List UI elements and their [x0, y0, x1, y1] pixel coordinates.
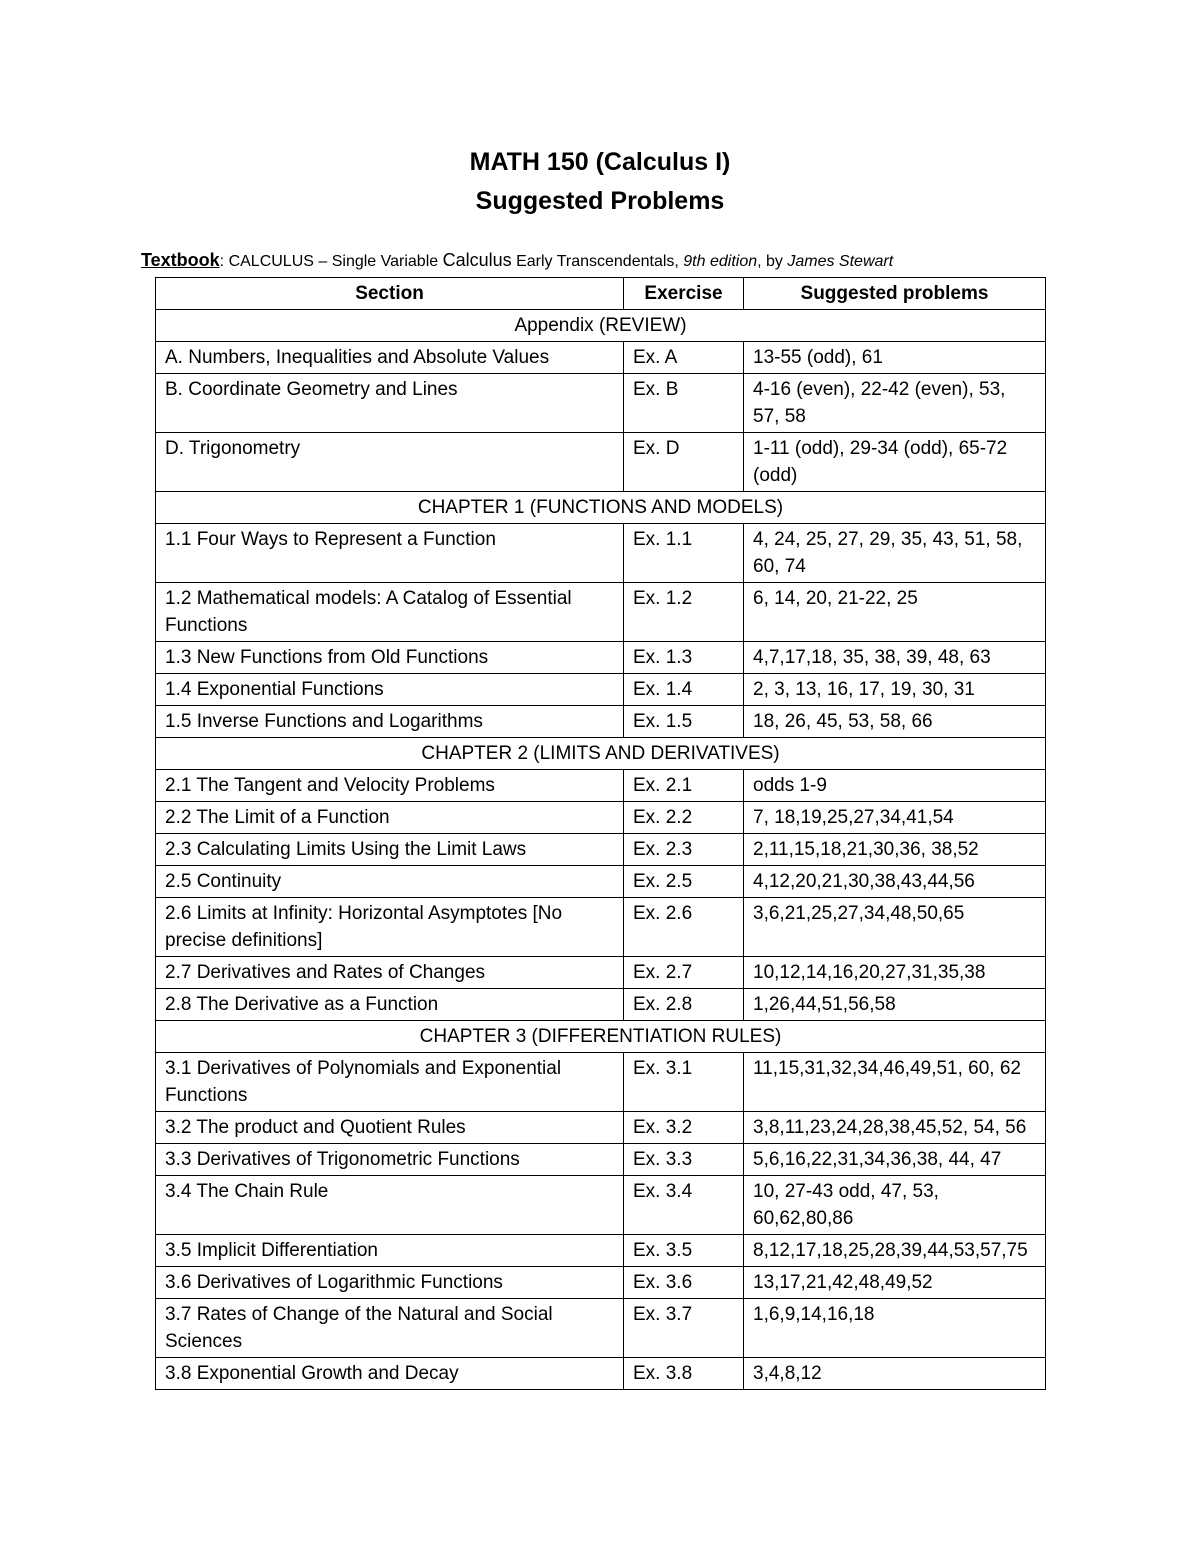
cell-exercise: Ex. 3.8 [624, 1358, 744, 1390]
cell-exercise: Ex. A [624, 342, 744, 374]
cell-suggested-problems: 11,15,31,32,34,46,49,51, 60, 62 [744, 1053, 1046, 1112]
table-row [156, 770, 1046, 802]
textbook-reference [141, 250, 1061, 271]
cell-section: 3.3 Derivatives of Trigonometric Functions [156, 1144, 624, 1176]
table-row [156, 1176, 1046, 1235]
table-row [156, 802, 1046, 834]
table-row [156, 1299, 1046, 1358]
table-row [156, 706, 1046, 738]
table-row [156, 642, 1046, 674]
group-title: Appendix (REVIEW) [156, 310, 1046, 342]
table-row [156, 1358, 1046, 1390]
table-row [156, 989, 1046, 1021]
cell-suggested-problems: odds 1-9 [744, 770, 1046, 802]
textbook-colon: : [219, 253, 225, 270]
cell-suggested-problems: 3,8,11,23,24,28,38,45,52, 54, 56 [744, 1112, 1046, 1144]
table-row [156, 342, 1046, 374]
cell-section: 3.2 The product and Quotient Rules [156, 1112, 624, 1144]
cell-suggested-problems: 4,12,20,21,30,38,43,44,56 [744, 866, 1046, 898]
cell-suggested-problems: 2, 3, 13, 16, 17, 19, 30, 31 [744, 674, 1046, 706]
cell-suggested-problems: 4-16 (even), 22-42 (even), 53, 57, 58 [744, 374, 1046, 433]
textbook-author: James Stewart [787, 253, 894, 270]
table-row [156, 1267, 1046, 1299]
cell-exercise: Ex. 3.6 [624, 1267, 744, 1299]
cell-exercise: Ex. 2.5 [624, 866, 744, 898]
cell-suggested-problems: 4, 24, 25, 27, 29, 35, 43, 51, 58, 60, 74 [744, 524, 1046, 583]
table-row [156, 957, 1046, 989]
header-section: Section [156, 278, 624, 310]
table-header-row [156, 278, 1046, 310]
cell-exercise: Ex. 3.7 [624, 1299, 744, 1358]
cell-exercise: Ex. 1.2 [624, 583, 744, 642]
table-row [156, 1235, 1046, 1267]
cell-exercise: Ex. 1.1 [624, 524, 744, 583]
cell-section: 1.4 Exponential Functions [156, 674, 624, 706]
suggested-problems-table [155, 277, 1046, 1390]
cell-section: 2.7 Derivatives and Rates of Changes [156, 957, 624, 989]
textbook-title-calculus: Calculus [442, 250, 512, 270]
cell-section: 3.1 Derivatives of Polynomials and Exponential Functions [156, 1053, 624, 1112]
cell-exercise: Ex. 3.4 [624, 1176, 744, 1235]
cell-section: D. Trigonometry [156, 433, 624, 492]
header-suggested-problems: Suggested problems [744, 278, 1046, 310]
group-title: CHAPTER 1 (FUNCTIONS AND MODELS) [156, 492, 1046, 524]
cell-suggested-problems: 10,12,14,16,20,27,31,35,38 [744, 957, 1046, 989]
cell-section: B. Coordinate Geometry and Lines [156, 374, 624, 433]
cell-section: 3.8 Exponential Growth and Decay [156, 1358, 624, 1390]
cell-section: 2.1 The Tangent and Velocity Problems [156, 770, 624, 802]
cell-section: 3.7 Rates of Change of the Natural and Social Sciences [156, 1299, 624, 1358]
cell-exercise: Ex. 1.4 [624, 674, 744, 706]
cell-suggested-problems: 4,7,17,18, 35, 38, 39, 48, 63 [744, 642, 1046, 674]
cell-suggested-problems: 7, 18,19,25,27,34,41,54 [744, 802, 1046, 834]
cell-exercise: Ex. 2.7 [624, 957, 744, 989]
textbook-title-part: CALCULUS – Single Variable [224, 253, 443, 270]
cell-section: 2.8 The Derivative as a Function [156, 989, 624, 1021]
cell-section: A. Numbers, Inequalities and Absolute Values [156, 342, 624, 374]
table-row [156, 433, 1046, 492]
cell-exercise: Ex. 2.8 [624, 989, 744, 1021]
table-group-row [156, 492, 1046, 524]
table-row [156, 1053, 1046, 1112]
cell-section: 1.5 Inverse Functions and Logarithms [156, 706, 624, 738]
cell-suggested-problems: 13-55 (odd), 61 [744, 342, 1046, 374]
cell-exercise: Ex. 2.3 [624, 834, 744, 866]
cell-suggested-problems: 1,6,9,14,16,18 [744, 1299, 1046, 1358]
group-title: CHAPTER 2 (LIMITS AND DERIVATIVES) [156, 738, 1046, 770]
table-row [156, 866, 1046, 898]
cell-section: 1.3 New Functions from Old Functions [156, 642, 624, 674]
group-title: CHAPTER 3 (DIFFERENTIATION RULES) [156, 1021, 1046, 1053]
cell-section: 3.5 Implicit Differentiation [156, 1235, 624, 1267]
table-row [156, 834, 1046, 866]
cell-suggested-problems: 3,6,21,25,27,34,48,50,65 [744, 898, 1046, 957]
cell-exercise: Ex. 3.5 [624, 1235, 744, 1267]
cell-suggested-problems: 5,6,16,22,31,34,36,38, 44, 47 [744, 1144, 1046, 1176]
cell-section: 2.5 Continuity [156, 866, 624, 898]
cell-section: 3.6 Derivatives of Logarithmic Functions [156, 1267, 624, 1299]
cell-suggested-problems: 2,11,15,18,21,30,36, 38,52 [744, 834, 1046, 866]
table-row [156, 1112, 1046, 1144]
cell-section: 3.4 The Chain Rule [156, 1176, 624, 1235]
cell-suggested-problems: 18, 26, 45, 53, 58, 66 [744, 706, 1046, 738]
cell-section: 1.2 Mathematical models: A Catalog of Essential Functions [156, 583, 624, 642]
table-row [156, 374, 1046, 433]
cell-suggested-problems: 10, 27-43 odd, 47, 53, 60,62,80,86 [744, 1176, 1046, 1235]
cell-section: 1.1 Four Ways to Represent a Function [156, 524, 624, 583]
cell-section: 2.6 Limits at Infinity: Horizontal Asymptotes [No precise definitions] [156, 898, 624, 957]
cell-suggested-problems: 8,12,17,18,25,28,39,44,53,57,75 [744, 1235, 1046, 1267]
page-title: MATH 150 (Calculus I) [469, 148, 731, 176]
cell-exercise: Ex. 2.2 [624, 802, 744, 834]
cell-suggested-problems: 6, 14, 20, 21-22, 25 [744, 583, 1046, 642]
cell-exercise: Ex. 1.3 [624, 642, 744, 674]
table-row [156, 583, 1046, 642]
cell-suggested-problems: 1-11 (odd), 29-34 (odd), 65-72 (odd) [744, 433, 1046, 492]
table-row [156, 524, 1046, 583]
cell-exercise: Ex. 3.3 [624, 1144, 744, 1176]
table-row [156, 1144, 1046, 1176]
textbook-title-part: Early Transcendentals, [511, 253, 684, 270]
table-body [156, 310, 1046, 1390]
table-group-row [156, 310, 1046, 342]
cell-suggested-problems: 13,17,21,42,48,49,52 [744, 1267, 1046, 1299]
cell-section: 2.3 Calculating Limits Using the Limit Laws [156, 834, 624, 866]
cell-exercise: Ex. 2.1 [624, 770, 744, 802]
textbook-label: Textbook [141, 250, 220, 270]
cell-suggested-problems: 3,4,8,12 [744, 1358, 1046, 1390]
cell-exercise: Ex. 3.2 [624, 1112, 744, 1144]
cell-section: 2.2 The Limit of a Function [156, 802, 624, 834]
table-group-row [156, 1021, 1046, 1053]
cell-exercise: Ex. 1.5 [624, 706, 744, 738]
cell-exercise: Ex. 3.1 [624, 1053, 744, 1112]
table-group-row [156, 738, 1046, 770]
page-subtitle: Suggested Problems [475, 187, 725, 215]
table-row [156, 674, 1046, 706]
textbook-edition: 9th edition [683, 253, 758, 270]
table-row [156, 898, 1046, 957]
textbook-by: , by [757, 253, 788, 270]
header-exercise: Exercise [624, 278, 744, 310]
cell-exercise: Ex. B [624, 374, 744, 433]
cell-exercise: Ex. 2.6 [624, 898, 744, 957]
cell-suggested-problems: 1,26,44,51,56,58 [744, 989, 1046, 1021]
cell-exercise: Ex. D [624, 433, 744, 492]
